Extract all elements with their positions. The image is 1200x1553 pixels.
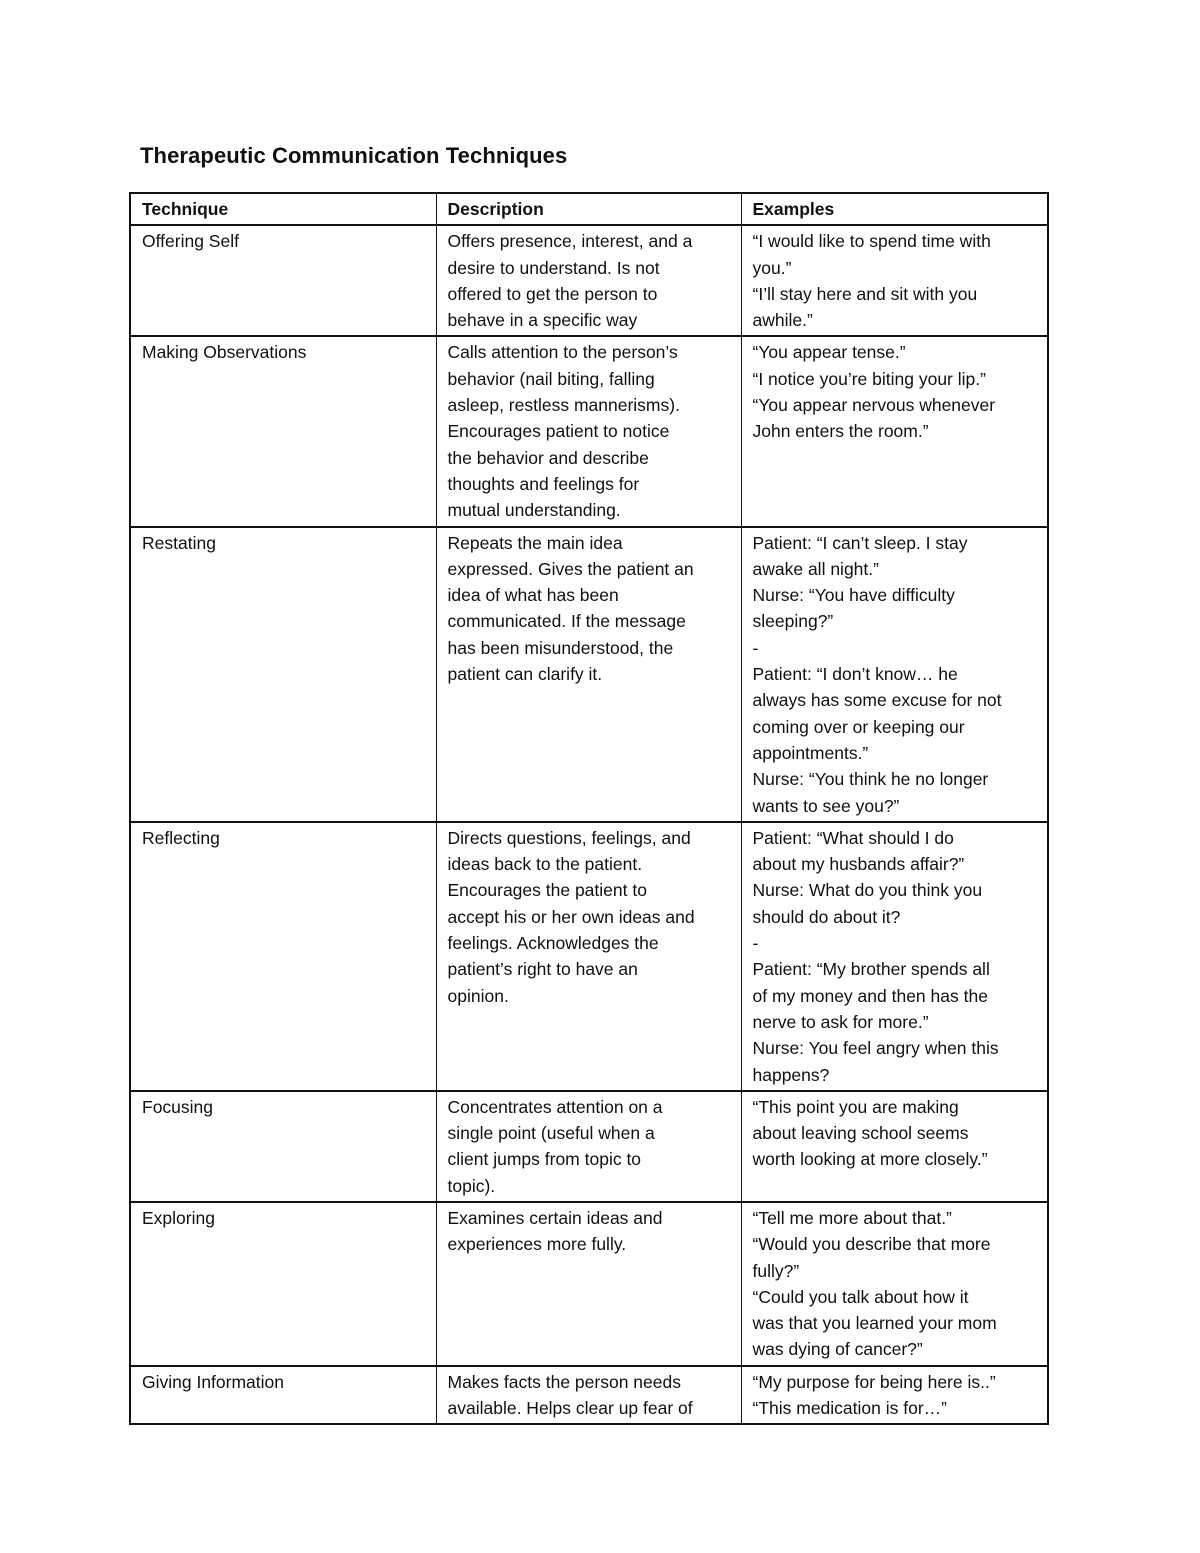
example-line: Nurse: “You have difficulty [752, 585, 955, 606]
table-body [130, 225, 1048, 1424]
description-cell [436, 336, 741, 526]
description-line: communicated. If the message [447, 611, 686, 632]
example-line: happens? [752, 1064, 830, 1085]
example-line: awake all night.” [752, 558, 879, 579]
description-cell [436, 527, 741, 822]
example-line: “I notice you’re biting your lip.” [752, 368, 986, 389]
examples-cell [741, 1202, 1048, 1366]
technique-name: Making Observations [142, 342, 307, 363]
example-line: nerve to ask for more.” [752, 1011, 929, 1032]
example-line: Nurse: You feel angry when this [752, 1038, 999, 1059]
description-line: the behavior and describe [447, 447, 649, 468]
example-line: always has some excuse for not [752, 690, 1002, 711]
description-line: accept his or her own ideas and [447, 906, 695, 927]
description-cell [436, 1366, 741, 1425]
page-title: Therapeutic Communication Techniques [140, 143, 568, 168]
description-line: thoughts and feelings for [447, 473, 640, 494]
description-line: Concentrates attention on a [447, 1096, 663, 1117]
example-line: worth looking at more closely.” [752, 1149, 988, 1170]
example-line: wants to see you?” [752, 795, 900, 816]
description-line: ideas back to the patient. [447, 854, 643, 875]
examples-cell [741, 225, 1048, 336]
table-header-row [130, 193, 1048, 225]
description-line: has been misunderstood, the [447, 637, 674, 658]
description-line: behavior (nail biting, falling [447, 368, 655, 389]
example-line: - [752, 637, 759, 658]
example-line: you.” [752, 257, 792, 278]
example-line: Patient: “My brother spends all [752, 959, 990, 980]
description-line: Calls attention to the person’s [447, 342, 678, 363]
example-line: “You appear nervous whenever [752, 395, 996, 416]
example-line: “Tell me more about that.” [752, 1207, 952, 1228]
description-line: experiences more fully. [447, 1234, 627, 1255]
description-line: Directs questions, feelings, and [447, 827, 691, 848]
example-line: Patient: “What should I do [752, 827, 954, 848]
technique-cell [130, 1202, 436, 1366]
examples-cell [741, 527, 1048, 822]
description-cell [436, 225, 741, 336]
description-line: Examines certain ideas and [447, 1207, 663, 1228]
example-line: “Would you describe that more [752, 1234, 991, 1255]
description-line: opinion. [447, 985, 509, 1006]
example-line: “This medication is for…” [752, 1398, 947, 1419]
description-line: asleep, restless mannerisms). [447, 395, 680, 416]
description-line: Encourages the patient to [447, 880, 647, 901]
example-line: Nurse: “You think he no longer [752, 769, 989, 790]
description-line: patient’s right to have an [447, 959, 638, 980]
description-cell [436, 822, 741, 1091]
table-row [130, 822, 1048, 1091]
example-line: “My purpose for being here is..” [752, 1371, 996, 1392]
technique-cell [130, 336, 436, 526]
description-line: idea of what has been [447, 585, 619, 606]
example-line: was dying of cancer?” [752, 1339, 923, 1360]
table-row [130, 225, 1048, 336]
example-line: awhile.” [752, 310, 813, 331]
example-line: John enters the room.” [752, 421, 929, 442]
example-line: Nurse: What do you think you [752, 880, 983, 901]
example-line: Patient: “I don’t know… he [752, 664, 958, 685]
example-line: Patient: “I can’t sleep. I stay [752, 532, 968, 553]
technique-name: Exploring [142, 1207, 215, 1228]
example-line: was that you learned your mom [752, 1313, 997, 1334]
description-line: patient can clarify it. [447, 664, 603, 685]
examples-cell [741, 822, 1048, 1091]
description-line: desire to understand. Is not [447, 257, 660, 278]
table-row [130, 1202, 1048, 1366]
table-row [130, 336, 1048, 526]
description-line: client jumps from topic to [447, 1149, 642, 1170]
technique-name: Restating [142, 532, 216, 553]
example-line: fully?” [752, 1260, 800, 1281]
techniques-table [129, 192, 1049, 1425]
description-line: Repeats the main idea [447, 532, 623, 553]
example-line: of my money and then has the [752, 985, 988, 1006]
description-cell [436, 1091, 741, 1202]
table-row [130, 1366, 1048, 1425]
description-line: Makes facts the person needs [447, 1371, 681, 1392]
description-line: available. Helps clear up fear of [447, 1398, 693, 1419]
technique-cell [130, 1091, 436, 1202]
technique-cell [130, 1366, 436, 1425]
description-line: topic). [447, 1175, 496, 1196]
description-cell [436, 1202, 741, 1366]
description-line: mutual understanding. [447, 500, 621, 521]
column-header-technique: Technique [130, 193, 436, 225]
table-row [130, 1091, 1048, 1202]
example-line: “You appear tense.” [752, 342, 906, 363]
example-line: should do about it? [752, 906, 901, 927]
example-line: coming over or keeping our [752, 716, 965, 737]
examples-cell [741, 336, 1048, 526]
column-header-examples: Examples [741, 193, 1048, 225]
example-line: “Could you talk about how it [752, 1286, 969, 1307]
example-line: sleeping?” [752, 611, 834, 632]
technique-name: Focusing [142, 1096, 214, 1117]
technique-name: Reflecting [142, 827, 220, 848]
description-line: offered to get the person to [447, 283, 658, 304]
examples-cell [741, 1366, 1048, 1425]
example-line: “This point you are making [752, 1096, 959, 1117]
technique-name: Giving Information [142, 1371, 285, 1392]
column-header-description: Description [436, 193, 741, 225]
technique-cell [130, 527, 436, 822]
description-line: feelings. Acknowledges the [447, 933, 659, 954]
example-line: - [752, 933, 759, 954]
example-line: “I’ll stay here and sit with you [752, 283, 978, 304]
technique-name: Offering Self [142, 231, 239, 252]
example-line: about my husbands affair?” [752, 854, 965, 875]
description-line: behave in a specific way [447, 310, 638, 331]
examples-cell [741, 1091, 1048, 1202]
technique-cell [130, 822, 436, 1091]
description-line: single point (useful when a [447, 1123, 655, 1144]
technique-cell [130, 225, 436, 336]
description-line: expressed. Gives the patient an [447, 558, 694, 579]
description-line: Offers presence, interest, and a [447, 231, 693, 252]
example-line: “I would like to spend time with [752, 231, 991, 252]
description-line: Encourages patient to notice [447, 421, 670, 442]
example-line: appointments.” [752, 742, 869, 763]
table-row [130, 527, 1048, 822]
example-line: about leaving school seems [752, 1123, 969, 1144]
